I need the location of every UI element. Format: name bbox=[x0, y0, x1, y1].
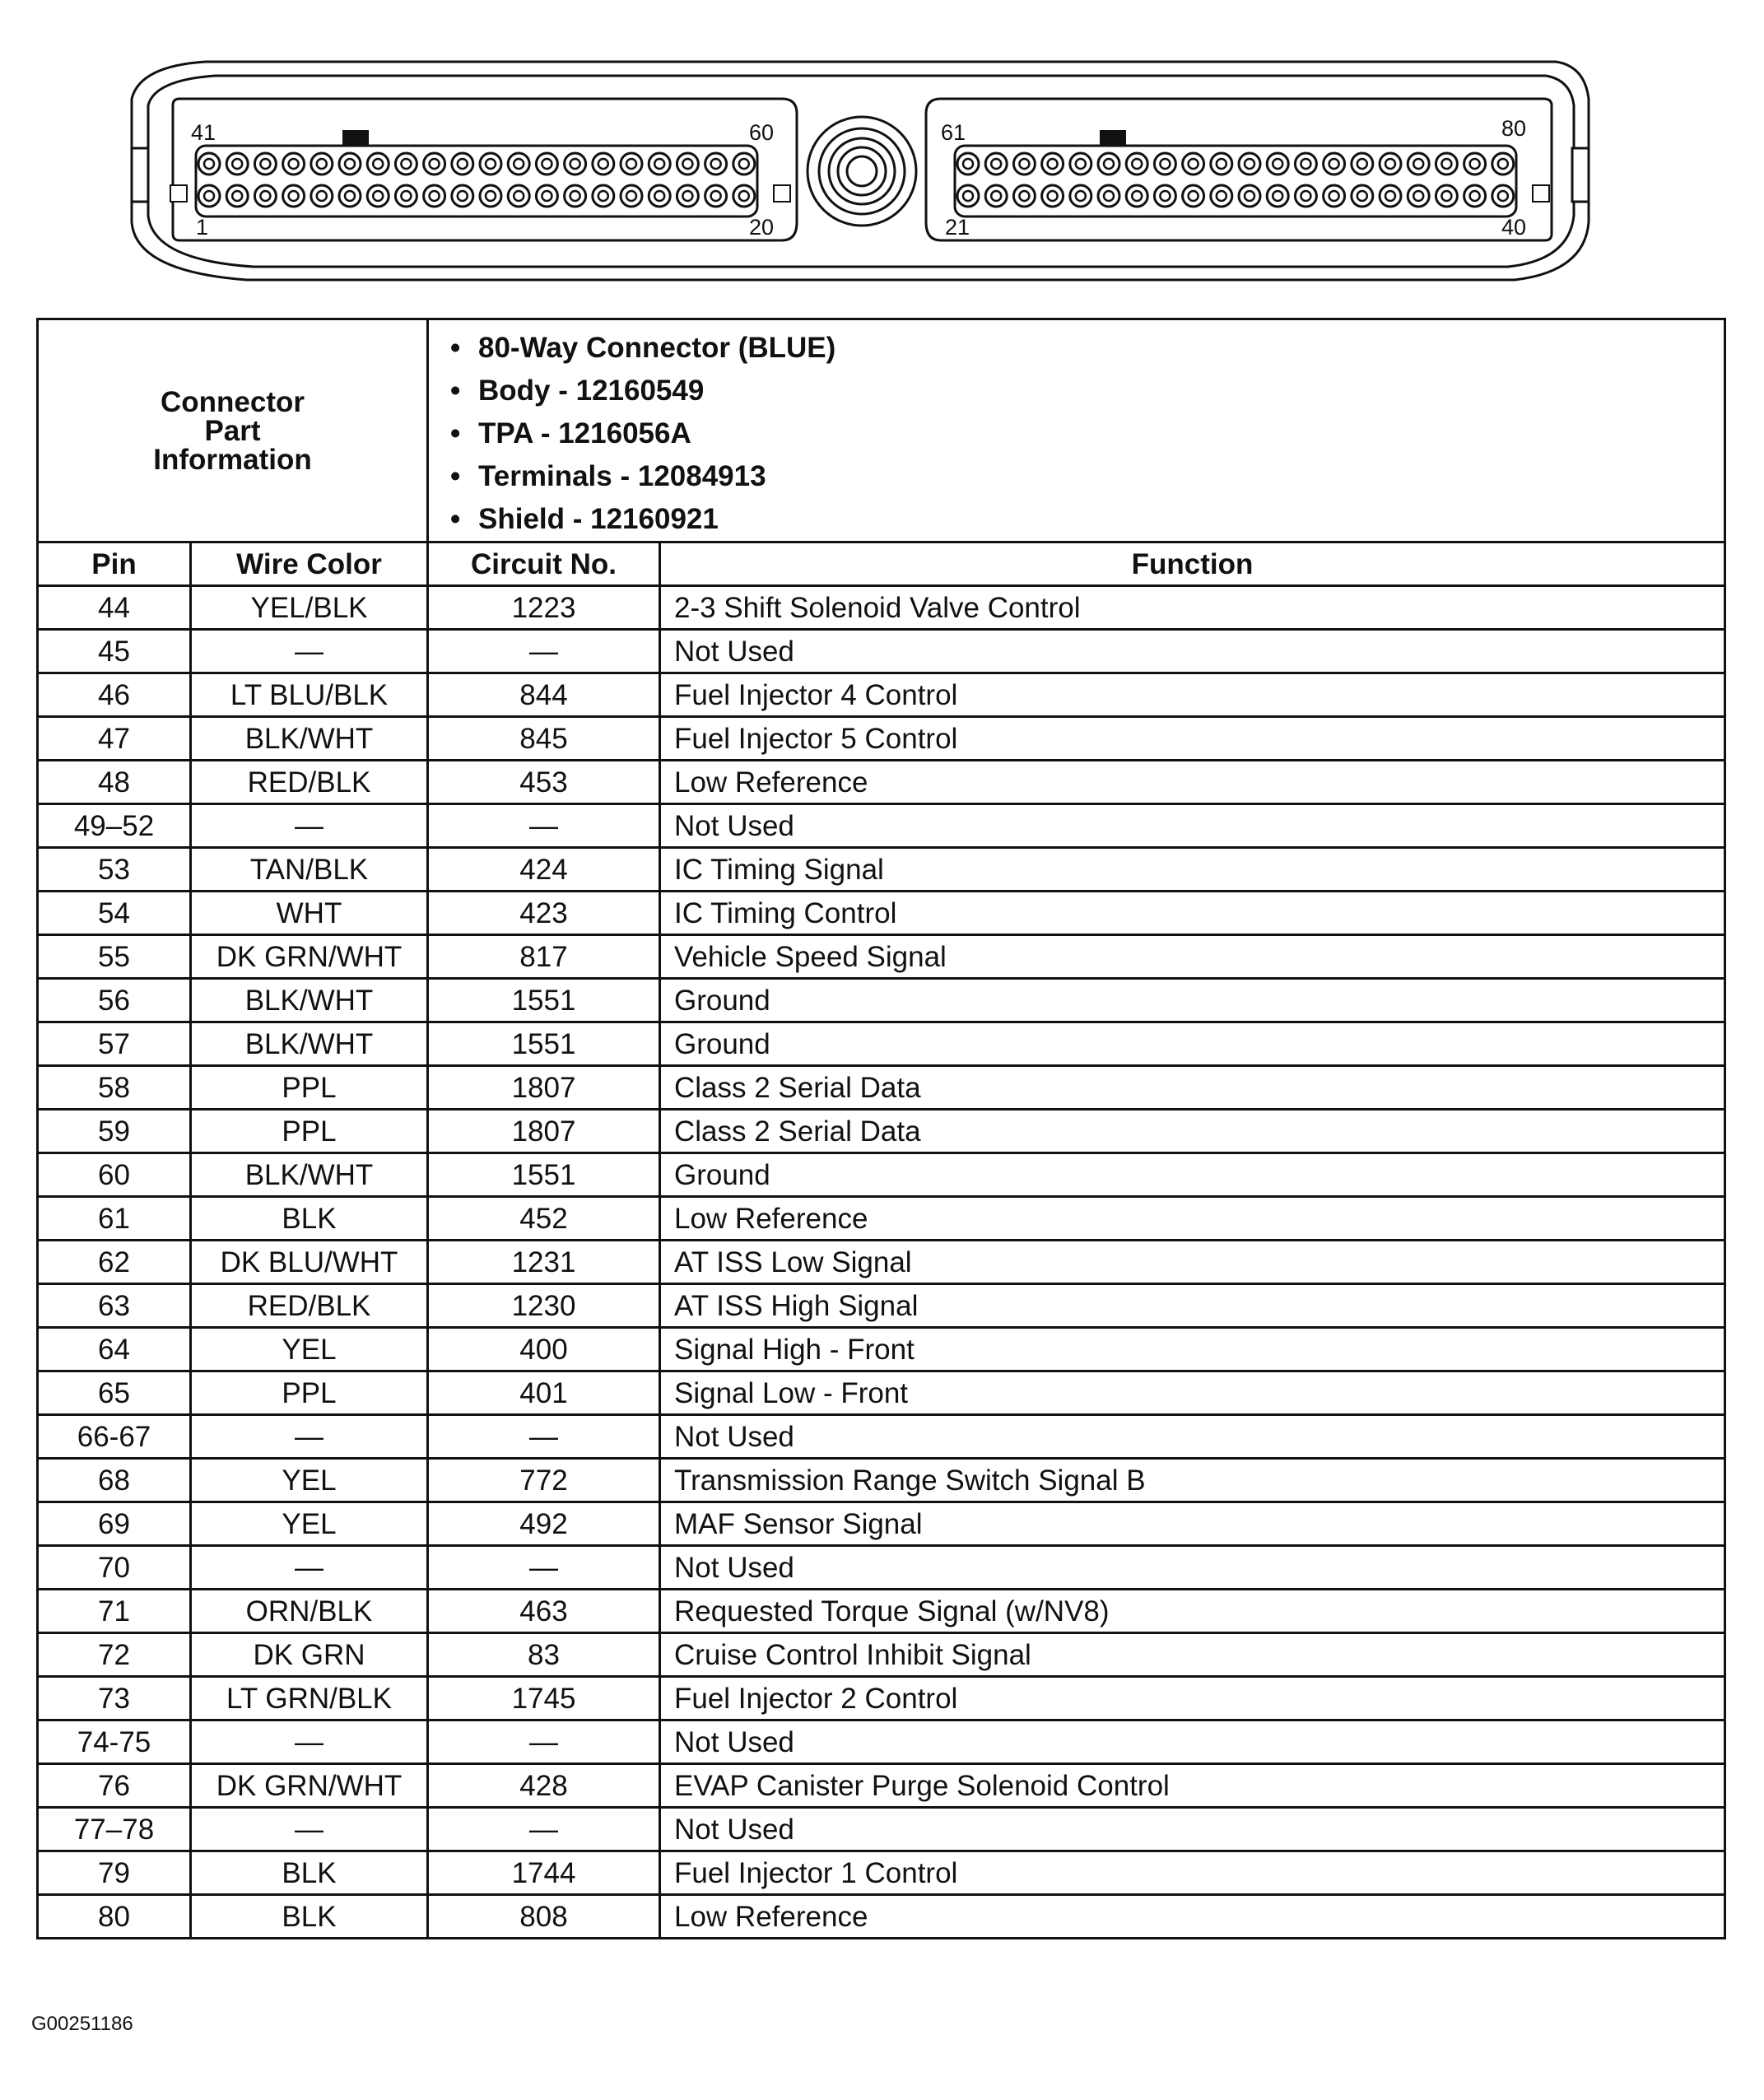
pin-cell: 64 bbox=[38, 1328, 191, 1371]
wire-color-cell: YEL/BLK bbox=[191, 586, 428, 630]
pin-hole bbox=[1492, 153, 1514, 175]
pin-hole bbox=[1295, 185, 1316, 207]
pin-hole bbox=[1464, 153, 1486, 175]
pin-hole bbox=[508, 153, 529, 175]
wire-color-cell: WHT bbox=[191, 892, 428, 935]
wire-color-cell: BLK bbox=[191, 1197, 428, 1241]
pin-hole bbox=[705, 153, 727, 175]
circuit-cell: 492 bbox=[428, 1502, 660, 1546]
pin-hole bbox=[1380, 185, 1401, 207]
pin-hole bbox=[339, 185, 361, 207]
pin-hole bbox=[705, 185, 727, 207]
pin-cell: 65 bbox=[38, 1371, 191, 1415]
pin-cell: 79 bbox=[38, 1851, 191, 1895]
pin-cell: 60 bbox=[38, 1153, 191, 1197]
circuit-cell: 400 bbox=[428, 1328, 660, 1371]
pin-cell: 45 bbox=[38, 630, 191, 673]
pin-hole bbox=[1183, 185, 1204, 207]
wire-color-cell: PPL bbox=[191, 1371, 428, 1415]
wire-color-cell: — bbox=[191, 630, 428, 673]
table-row bbox=[38, 1895, 1725, 1939]
pin-hole bbox=[985, 153, 1007, 175]
pin-label-1: 1 bbox=[196, 215, 209, 240]
table-row bbox=[38, 717, 1725, 761]
info-item: • Shield - 12160921 bbox=[478, 498, 1724, 541]
table-row bbox=[38, 1110, 1725, 1153]
pin-cell: 77–78 bbox=[38, 1808, 191, 1851]
pin-hole bbox=[424, 153, 445, 175]
pin-cell: 68 bbox=[38, 1459, 191, 1502]
circuit-cell: 1223 bbox=[428, 586, 660, 630]
pin-hole bbox=[957, 153, 979, 175]
pin-cell: 62 bbox=[38, 1241, 191, 1284]
pin-header: Pin bbox=[38, 542, 191, 586]
wire-color-cell: DK GRN/WHT bbox=[191, 935, 428, 979]
circuit-cell: 1807 bbox=[428, 1110, 660, 1153]
pin-hole bbox=[1492, 185, 1514, 207]
circuit-cell: 772 bbox=[428, 1459, 660, 1502]
table-row bbox=[38, 1153, 1725, 1197]
table-row bbox=[38, 1502, 1725, 1546]
wire-color-cell: — bbox=[191, 1808, 428, 1851]
circuit-cell: 1231 bbox=[428, 1241, 660, 1284]
wire-color-cell: DK GRN/WHT bbox=[191, 1764, 428, 1808]
pin-cell: 57 bbox=[38, 1022, 191, 1066]
pin-cell: 66-67 bbox=[38, 1415, 191, 1459]
wire-color-cell: PPL bbox=[191, 1110, 428, 1153]
pin-hole bbox=[1267, 153, 1288, 175]
circuit-cell: 1745 bbox=[428, 1677, 660, 1721]
pin-hole bbox=[1126, 153, 1147, 175]
pin-hole bbox=[621, 185, 642, 207]
pin-hole bbox=[536, 153, 557, 175]
table-row bbox=[38, 1633, 1725, 1677]
right-key bbox=[1100, 130, 1126, 147]
pin-hole bbox=[733, 153, 755, 175]
function-cell: Not Used bbox=[660, 1808, 1725, 1851]
wire-color-cell: RED/BLK bbox=[191, 1284, 428, 1328]
pin-cell: 48 bbox=[38, 761, 191, 804]
table-header-row bbox=[38, 542, 1725, 586]
pin-cell: 76 bbox=[38, 1764, 191, 1808]
circuit-cell: — bbox=[428, 1546, 660, 1590]
circuit-cell: 808 bbox=[428, 1895, 660, 1939]
function-cell: EVAP Canister Purge Solenoid Control bbox=[660, 1764, 1725, 1808]
pin-cell: 47 bbox=[38, 717, 191, 761]
pin-cell: 46 bbox=[38, 673, 191, 717]
circuit-cell: — bbox=[428, 1415, 660, 1459]
table-row bbox=[38, 1415, 1725, 1459]
pin-hole bbox=[1380, 153, 1401, 175]
pin-hole bbox=[1324, 185, 1345, 207]
table-row bbox=[38, 804, 1725, 848]
table-row bbox=[38, 1546, 1725, 1590]
pin-hole bbox=[1013, 153, 1035, 175]
circuit-cell: 463 bbox=[428, 1590, 660, 1633]
wire-color-cell: BLK/WHT bbox=[191, 979, 428, 1022]
pin-cell: 70 bbox=[38, 1546, 191, 1590]
pin-holes bbox=[198, 153, 1514, 207]
circuit-cell: 424 bbox=[428, 848, 660, 892]
pin-hole bbox=[198, 153, 220, 175]
wire-color-cell: BLK bbox=[191, 1895, 428, 1939]
pin-hole bbox=[1211, 153, 1232, 175]
pin-cell: 56 bbox=[38, 979, 191, 1022]
pin-hole bbox=[226, 153, 248, 175]
pin-hole bbox=[1042, 153, 1064, 175]
pin-hole bbox=[311, 185, 333, 207]
wire-color-cell: BLK bbox=[191, 1851, 428, 1895]
wire-color-cell: PPL bbox=[191, 1066, 428, 1110]
pin-cell: 63 bbox=[38, 1284, 191, 1328]
connector-info-label: Connector Part Information bbox=[38, 319, 428, 542]
connector-info-list bbox=[429, 320, 1724, 541]
info-item: • TPA - 1216056A bbox=[478, 412, 1724, 455]
center-bolt-icon bbox=[808, 117, 916, 226]
circuit-cell: — bbox=[428, 1721, 660, 1764]
wire-color-cell: BLK/WHT bbox=[191, 1022, 428, 1066]
function-cell: Not Used bbox=[660, 1415, 1725, 1459]
wire-color-cell: — bbox=[191, 1546, 428, 1590]
circuit-cell: 1551 bbox=[428, 1022, 660, 1066]
function-cell: Fuel Injector 1 Control bbox=[660, 1851, 1725, 1895]
pin-cell: 61 bbox=[38, 1197, 191, 1241]
function-cell: Ground bbox=[660, 979, 1725, 1022]
pin-hole bbox=[311, 153, 333, 175]
function-header: Function bbox=[660, 542, 1725, 586]
pin-hole bbox=[565, 185, 586, 207]
pin-cell: 80 bbox=[38, 1895, 191, 1939]
table-row bbox=[38, 1284, 1725, 1328]
pin-cell: 53 bbox=[38, 848, 191, 892]
table-row bbox=[38, 1459, 1725, 1502]
pin-cell: 71 bbox=[38, 1590, 191, 1633]
wire-color-cell: LT GRN/BLK bbox=[191, 1677, 428, 1721]
wire-color-cell: YEL bbox=[191, 1459, 428, 1502]
circuit-cell: 423 bbox=[428, 892, 660, 935]
function-cell: Not Used bbox=[660, 1721, 1725, 1764]
pin-hole bbox=[283, 185, 305, 207]
pin-hole bbox=[1183, 153, 1204, 175]
pin-hole bbox=[367, 185, 389, 207]
function-cell: Low Reference bbox=[660, 761, 1725, 804]
pin-hole bbox=[480, 185, 501, 207]
pin-hole bbox=[1013, 185, 1035, 207]
pin-hole bbox=[1295, 153, 1316, 175]
table-row bbox=[38, 1197, 1725, 1241]
pin-hole bbox=[1154, 153, 1175, 175]
info-item: • Body - 12160549 bbox=[478, 370, 1724, 412]
function-cell: Fuel Injector 5 Control bbox=[660, 717, 1725, 761]
pin-label-40: 40 bbox=[1501, 215, 1527, 240]
circuit-cell: 401 bbox=[428, 1371, 660, 1415]
pin-hole bbox=[1211, 185, 1232, 207]
right-latch-tab bbox=[1572, 148, 1589, 202]
figure-id: G00251186 bbox=[31, 2013, 133, 2035]
connector-diagram bbox=[0, 0, 1764, 296]
table-row bbox=[38, 761, 1725, 804]
pin-cell: 58 bbox=[38, 1066, 191, 1110]
pin-hole bbox=[536, 185, 557, 207]
connector-info-details bbox=[428, 319, 1725, 542]
wire-color-cell: ORN/BLK bbox=[191, 1590, 428, 1633]
pin-hole bbox=[621, 153, 642, 175]
pin-hole bbox=[1352, 153, 1373, 175]
pin-hole bbox=[957, 185, 979, 207]
table-row bbox=[38, 1022, 1725, 1066]
pin-cell: 49–52 bbox=[38, 804, 191, 848]
pin-label-20: 20 bbox=[749, 215, 775, 240]
circuit-cell: — bbox=[428, 630, 660, 673]
wire-color-cell: — bbox=[191, 1721, 428, 1764]
table-row bbox=[38, 1590, 1725, 1633]
table-row bbox=[38, 935, 1725, 979]
pin-hole bbox=[593, 185, 614, 207]
pin-hole bbox=[1324, 153, 1345, 175]
pin-label-60: 60 bbox=[749, 120, 775, 145]
pin-hole bbox=[198, 185, 220, 207]
circuit-cell: 1807 bbox=[428, 1066, 660, 1110]
circuit-cell: — bbox=[428, 804, 660, 848]
pin-hole bbox=[452, 153, 473, 175]
function-cell: 2-3 Shift Solenoid Valve Control bbox=[660, 586, 1725, 630]
table-row bbox=[38, 1851, 1725, 1895]
pin-hole bbox=[649, 185, 670, 207]
circuit-header: Circuit No. bbox=[428, 542, 660, 586]
function-cell: Signal High - Front bbox=[660, 1328, 1725, 1371]
circuit-cell: 1744 bbox=[428, 1851, 660, 1895]
function-cell: Low Reference bbox=[660, 1895, 1725, 1939]
pin-hole bbox=[1436, 185, 1457, 207]
wire-color-cell: YEL bbox=[191, 1328, 428, 1371]
pin-hole bbox=[226, 185, 248, 207]
pin-hole bbox=[1154, 185, 1175, 207]
function-cell: Ground bbox=[660, 1022, 1725, 1066]
table-row bbox=[38, 979, 1725, 1022]
pin-hole bbox=[733, 185, 755, 207]
wire-color-cell: BLK/WHT bbox=[191, 717, 428, 761]
pin-hole bbox=[367, 153, 389, 175]
pin-hole bbox=[677, 153, 698, 175]
table-row bbox=[38, 673, 1725, 717]
table-row bbox=[38, 1808, 1725, 1851]
connector-inner-shell bbox=[148, 76, 1574, 267]
wire-color-cell: LT BLU/BLK bbox=[191, 673, 428, 717]
circuit-cell: 1551 bbox=[428, 1153, 660, 1197]
pin-label-41: 41 bbox=[191, 120, 216, 145]
wire-color-header: Wire Color bbox=[191, 542, 428, 586]
info-item: • 80-Way Connector (BLUE) bbox=[478, 327, 1724, 370]
pin-hole bbox=[593, 153, 614, 175]
table-row bbox=[38, 1371, 1725, 1415]
pin-hole bbox=[254, 185, 276, 207]
function-cell: Class 2 Serial Data bbox=[660, 1066, 1725, 1110]
wire-color-cell: — bbox=[191, 804, 428, 848]
pin-cell: 73 bbox=[38, 1677, 191, 1721]
pin-label-61: 61 bbox=[941, 120, 966, 145]
circuit-cell: 428 bbox=[428, 1764, 660, 1808]
info-item: • Terminals - 12084913 bbox=[478, 455, 1724, 498]
pin-hole bbox=[339, 153, 361, 175]
wire-color-cell: BLK/WHT bbox=[191, 1153, 428, 1197]
pin-hole bbox=[452, 185, 473, 207]
function-cell: Not Used bbox=[660, 630, 1725, 673]
connector-info-row bbox=[38, 319, 1725, 542]
pin-cell: 69 bbox=[38, 1502, 191, 1546]
table-row bbox=[38, 848, 1725, 892]
function-cell: Not Used bbox=[660, 1546, 1725, 1590]
wire-color-cell: TAN/BLK bbox=[191, 848, 428, 892]
pin-hole bbox=[1464, 185, 1486, 207]
function-cell: Cruise Control Inhibit Signal bbox=[660, 1633, 1725, 1677]
circuit-cell: 1230 bbox=[428, 1284, 660, 1328]
pin-hole bbox=[1239, 185, 1260, 207]
pin-hole bbox=[508, 185, 529, 207]
pin-cell: 55 bbox=[38, 935, 191, 979]
pin-hole bbox=[283, 153, 305, 175]
function-cell: Fuel Injector 2 Control bbox=[660, 1677, 1725, 1721]
pin-hole bbox=[1070, 185, 1091, 207]
right-bay-notch bbox=[1533, 185, 1549, 202]
function-cell: Requested Torque Signal (w/NV8) bbox=[660, 1590, 1725, 1633]
pin-hole bbox=[480, 153, 501, 175]
table-row bbox=[38, 630, 1725, 673]
wire-color-cell: DK BLU/WHT bbox=[191, 1241, 428, 1284]
right-pin-block bbox=[955, 146, 1516, 217]
function-cell: IC Timing Control bbox=[660, 892, 1725, 935]
pin-hole bbox=[424, 185, 445, 207]
pin-hole bbox=[1408, 153, 1429, 175]
pin-hole bbox=[565, 153, 586, 175]
table-row bbox=[38, 1241, 1725, 1284]
pin-hole bbox=[395, 185, 417, 207]
left-bay-notch-right bbox=[774, 185, 790, 202]
table-row bbox=[38, 1721, 1725, 1764]
circuit-cell: 844 bbox=[428, 673, 660, 717]
connector-pinout-table bbox=[36, 318, 1726, 1939]
pin-hole bbox=[254, 153, 276, 175]
pin-hole bbox=[677, 185, 698, 207]
function-cell: Vehicle Speed Signal bbox=[660, 935, 1725, 979]
table-row bbox=[38, 1764, 1725, 1808]
pin-rows bbox=[38, 586, 1725, 1939]
left-latch-tab bbox=[132, 148, 148, 202]
function-cell: AT ISS Low Signal bbox=[660, 1241, 1725, 1284]
wire-color-cell: DK GRN bbox=[191, 1633, 428, 1677]
function-cell: Not Used bbox=[660, 804, 1725, 848]
pin-hole bbox=[1408, 185, 1429, 207]
circuit-cell: 83 bbox=[428, 1633, 660, 1677]
pin-cell: 74-75 bbox=[38, 1721, 191, 1764]
wire-color-cell: YEL bbox=[191, 1502, 428, 1546]
function-cell: MAF Sensor Signal bbox=[660, 1502, 1725, 1546]
circuit-cell: 1551 bbox=[428, 979, 660, 1022]
pin-hole bbox=[1098, 185, 1119, 207]
function-cell: Signal Low - Front bbox=[660, 1371, 1725, 1415]
table-row bbox=[38, 1677, 1725, 1721]
table-row bbox=[38, 1328, 1725, 1371]
table-row bbox=[38, 892, 1725, 935]
function-cell: IC Timing Signal bbox=[660, 848, 1725, 892]
function-cell: Ground bbox=[660, 1153, 1725, 1197]
pin-hole bbox=[395, 153, 417, 175]
pin-hole bbox=[649, 153, 670, 175]
function-cell: Transmission Range Switch Signal B bbox=[660, 1459, 1725, 1502]
pin-hole bbox=[1436, 153, 1457, 175]
pin-cell: 59 bbox=[38, 1110, 191, 1153]
function-cell: Low Reference bbox=[660, 1197, 1725, 1241]
circuit-cell: 817 bbox=[428, 935, 660, 979]
pin-hole bbox=[985, 185, 1007, 207]
pin-cell: 72 bbox=[38, 1633, 191, 1677]
pin-hole bbox=[1352, 185, 1373, 207]
circuit-cell: — bbox=[428, 1808, 660, 1851]
function-cell: Fuel Injector 4 Control bbox=[660, 673, 1725, 717]
pin-hole bbox=[1267, 185, 1288, 207]
wire-color-cell: RED/BLK bbox=[191, 761, 428, 804]
pin-hole bbox=[1126, 185, 1147, 207]
pin-label-21: 21 bbox=[945, 215, 970, 240]
pin-hole bbox=[1070, 153, 1091, 175]
left-pin-block bbox=[196, 146, 757, 217]
pin-hole bbox=[1042, 185, 1064, 207]
left-bay-notch bbox=[170, 185, 187, 202]
left-key bbox=[342, 130, 369, 147]
function-cell: AT ISS High Signal bbox=[660, 1284, 1725, 1328]
pin-cell: 44 bbox=[38, 586, 191, 630]
pin-hole bbox=[1239, 153, 1260, 175]
table-row bbox=[38, 586, 1725, 630]
circuit-cell: 452 bbox=[428, 1197, 660, 1241]
pin-hole bbox=[1098, 153, 1119, 175]
pin-cell: 54 bbox=[38, 892, 191, 935]
circuit-cell: 453 bbox=[428, 761, 660, 804]
pin-label-80: 80 bbox=[1501, 116, 1527, 141]
circuit-cell: 845 bbox=[428, 717, 660, 761]
wire-color-cell: — bbox=[191, 1415, 428, 1459]
function-cell: Class 2 Serial Data bbox=[660, 1110, 1725, 1153]
table-row bbox=[38, 1066, 1725, 1110]
right-pin-bay bbox=[926, 99, 1552, 240]
